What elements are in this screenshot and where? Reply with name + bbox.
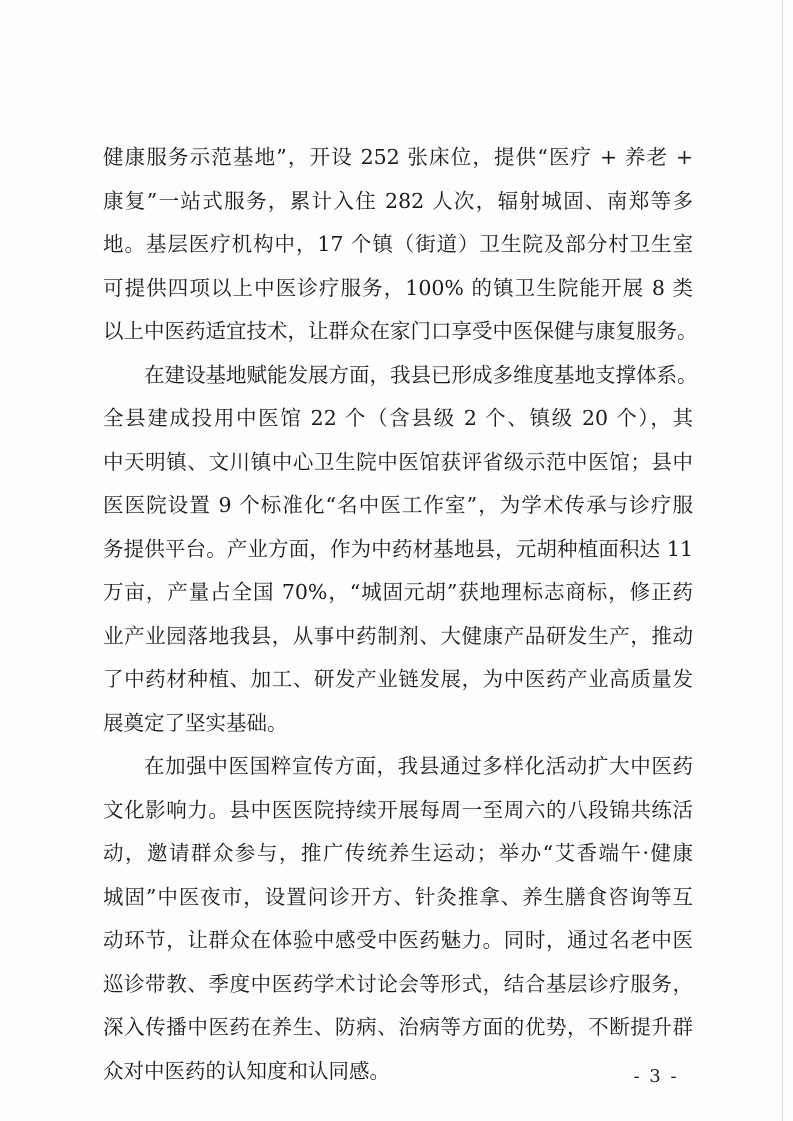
text-line: 以上中医药适宜技术，让群众在家门口享受中医保健与康复服务。: [103, 319, 698, 343]
text-line: 地。基层医疗机构中，17 个镇（街道）卫生院及部分村卫生室: [103, 232, 693, 256]
text-line: 全县建成投用中医馆 22 个（含县级 2 个、镇级 20 个），其: [103, 406, 693, 430]
text-line: 健康服务示范基地”，开设 252 张床位，提供“医疗 + 养老 +: [103, 145, 693, 169]
text-line: 康复”一站式服务，累计入住 282 人次，辐射城固、南郑等多: [103, 188, 693, 213]
paragraph-first-line: 在建设基地赋能发展方面，我县已形成多维度基地支撑体系。: [144, 362, 698, 387]
text-line: 可提供四项以上中医诊疗服务，100% 的镇卫生院能开展 8 类: [103, 275, 693, 300]
text-line: 医医院设置 9 个标准化“名中医工作室”，为学术传承与诊疗服: [103, 493, 693, 517]
text-line: 文化影响力。县中医医院持续开展每周一至周六的八段锦共练活: [103, 797, 693, 822]
text-line: 巡诊带教、季度中医药学术讨论会等形式，结合基层诊疗服务，: [103, 971, 693, 996]
text-line: 深入传播中医药在养生、防病、治病等方面的优势，不断提升群: [103, 1015, 693, 1039]
paragraph-last-line: 众对中医药的认知度和认同感。: [103, 1058, 390, 1083]
body-text: [103, 136, 698, 1093]
page-edge-line: [782, 0, 783, 1121]
text-line: 中天明镇、文川镇中心卫生院中医馆获评省级示范中医馆；县中: [103, 449, 693, 474]
text-line: 务提供平台。产业方面，作为中药材基地县，元胡种植面积达 11: [103, 536, 693, 561]
paragraph-first-line: 在加强中医国粹宣传方面，我县通过多样化活动扩大中医药: [144, 754, 693, 778]
text-line: 业产业园落地我县，从事中药制剂、大健康产品研发生产，推动: [103, 623, 693, 648]
text-line: 万亩，产量占全国 70%，“城固元胡”获地理标志商标，修正药: [103, 580, 693, 604]
text-line: 动环节，让群众在体验中感受中医药魅力。同时，通过名老中医: [103, 928, 693, 952]
text-line: 城固”中医夜市，设置问诊开方、针灸推拿、养生膳食咨询等互: [103, 884, 693, 909]
page-number: - 3 -: [633, 1066, 679, 1087]
text-line: 了中药材种植、加工、研发产业链发展，为中医药产业高质量发: [103, 667, 693, 691]
paragraph-last-line: 展奠定了坚实基础。: [103, 710, 288, 735]
text-line: 动，邀请群众参与，推广传统养生运动；举办“艾香端午·健康: [103, 841, 693, 865]
